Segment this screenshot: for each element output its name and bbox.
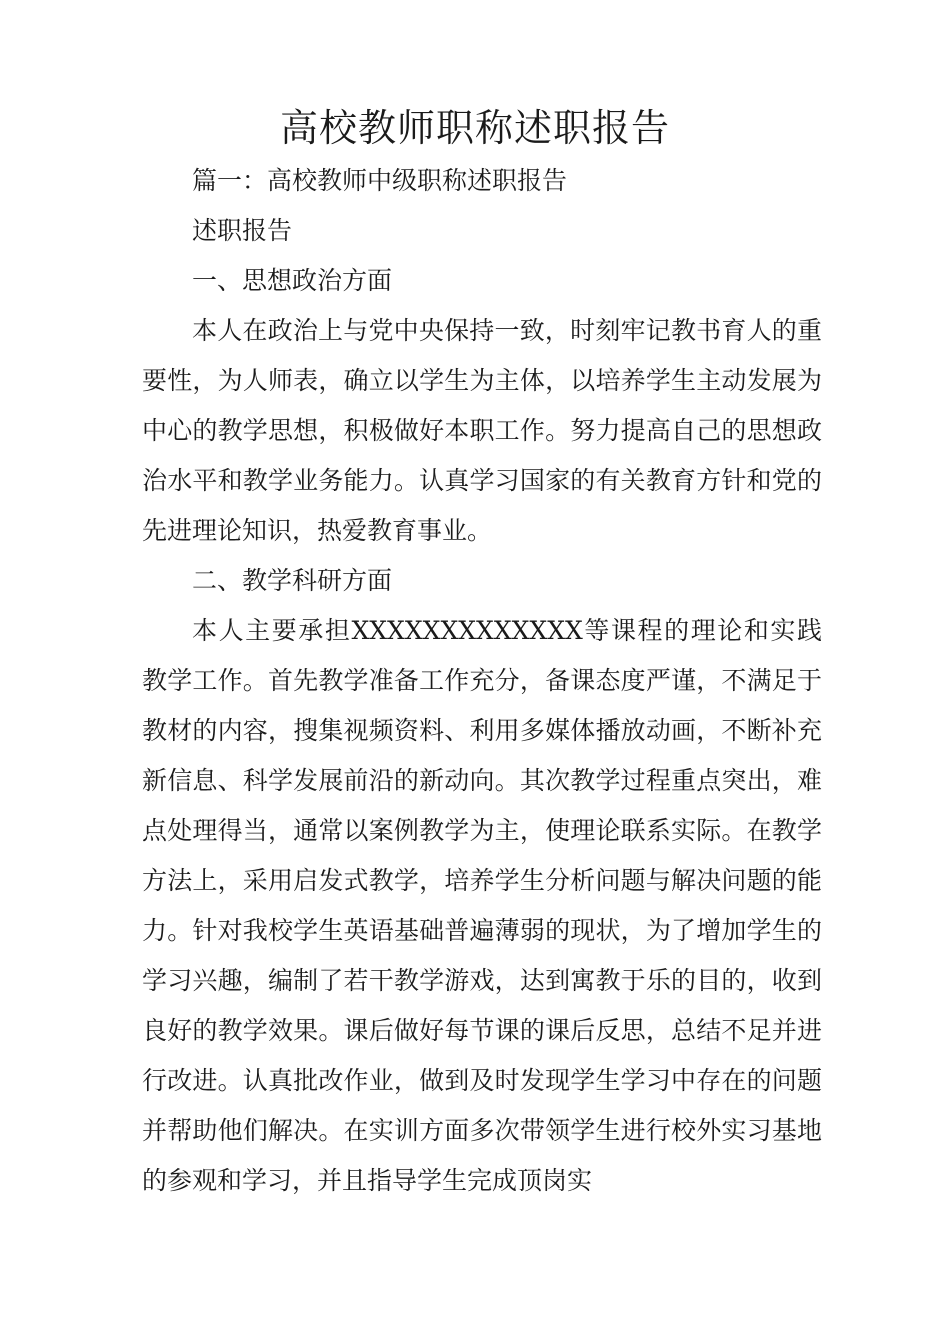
report-subtitle: 述职报告	[192, 216, 293, 245]
paragraph-teaching: 本人主要承担XXXXXXXXXXXXX等课程的理论和实践教学工作。首先教学准备工作充分，备课态度严谨，不满足于教材的内容，搜集视频资料、利用多媒体播放动画，不断补充新信息、科学发展前沿的新动向。其次教学过程重点突出，难点处理得当，通常以案例教学为主，使理论联系实际。在教学方法上，采用启发式教学，培养学生分析问题与解决问题的能力。针对我校学生英语基础普遍薄弱的现状，为了增加学生的学习兴趣，编制了若干教学游戏，达到寓教于乐的目的，收到良好的教学效果。课后做好每节课的课后反思，总结不足并进行改进。认真批改作业，做到及时发现学生学习中存在的问题并帮助他们解决。在实训方面多次带领学生进行校外实习基地的参观和学习，并且指导学生完成顶岗实	[142, 616, 822, 1195]
document-body	[142, 156, 822, 1206]
section-heading-politics: 一、思想政治方面	[192, 266, 393, 295]
section-heading-part1: 篇一：高校教师中级职称述职报告	[192, 166, 568, 195]
document-title: 高校教师职称述职报告	[279, 106, 670, 150]
paragraph-politics: 本人在政治上与党中央保持一致，时刻牢记教书育人的重要性，为人师表，确立以学生为主体，以培养学生主动发展为中心的教学思想，积极做好本职工作。努力提高自己的思想政治水平和教学业务能力。认真学习国家的有关教育方针和党的先进理论知识，热爱教育事业。	[142, 316, 822, 545]
section-heading-teaching: 二、教学科研方面	[192, 566, 393, 595]
